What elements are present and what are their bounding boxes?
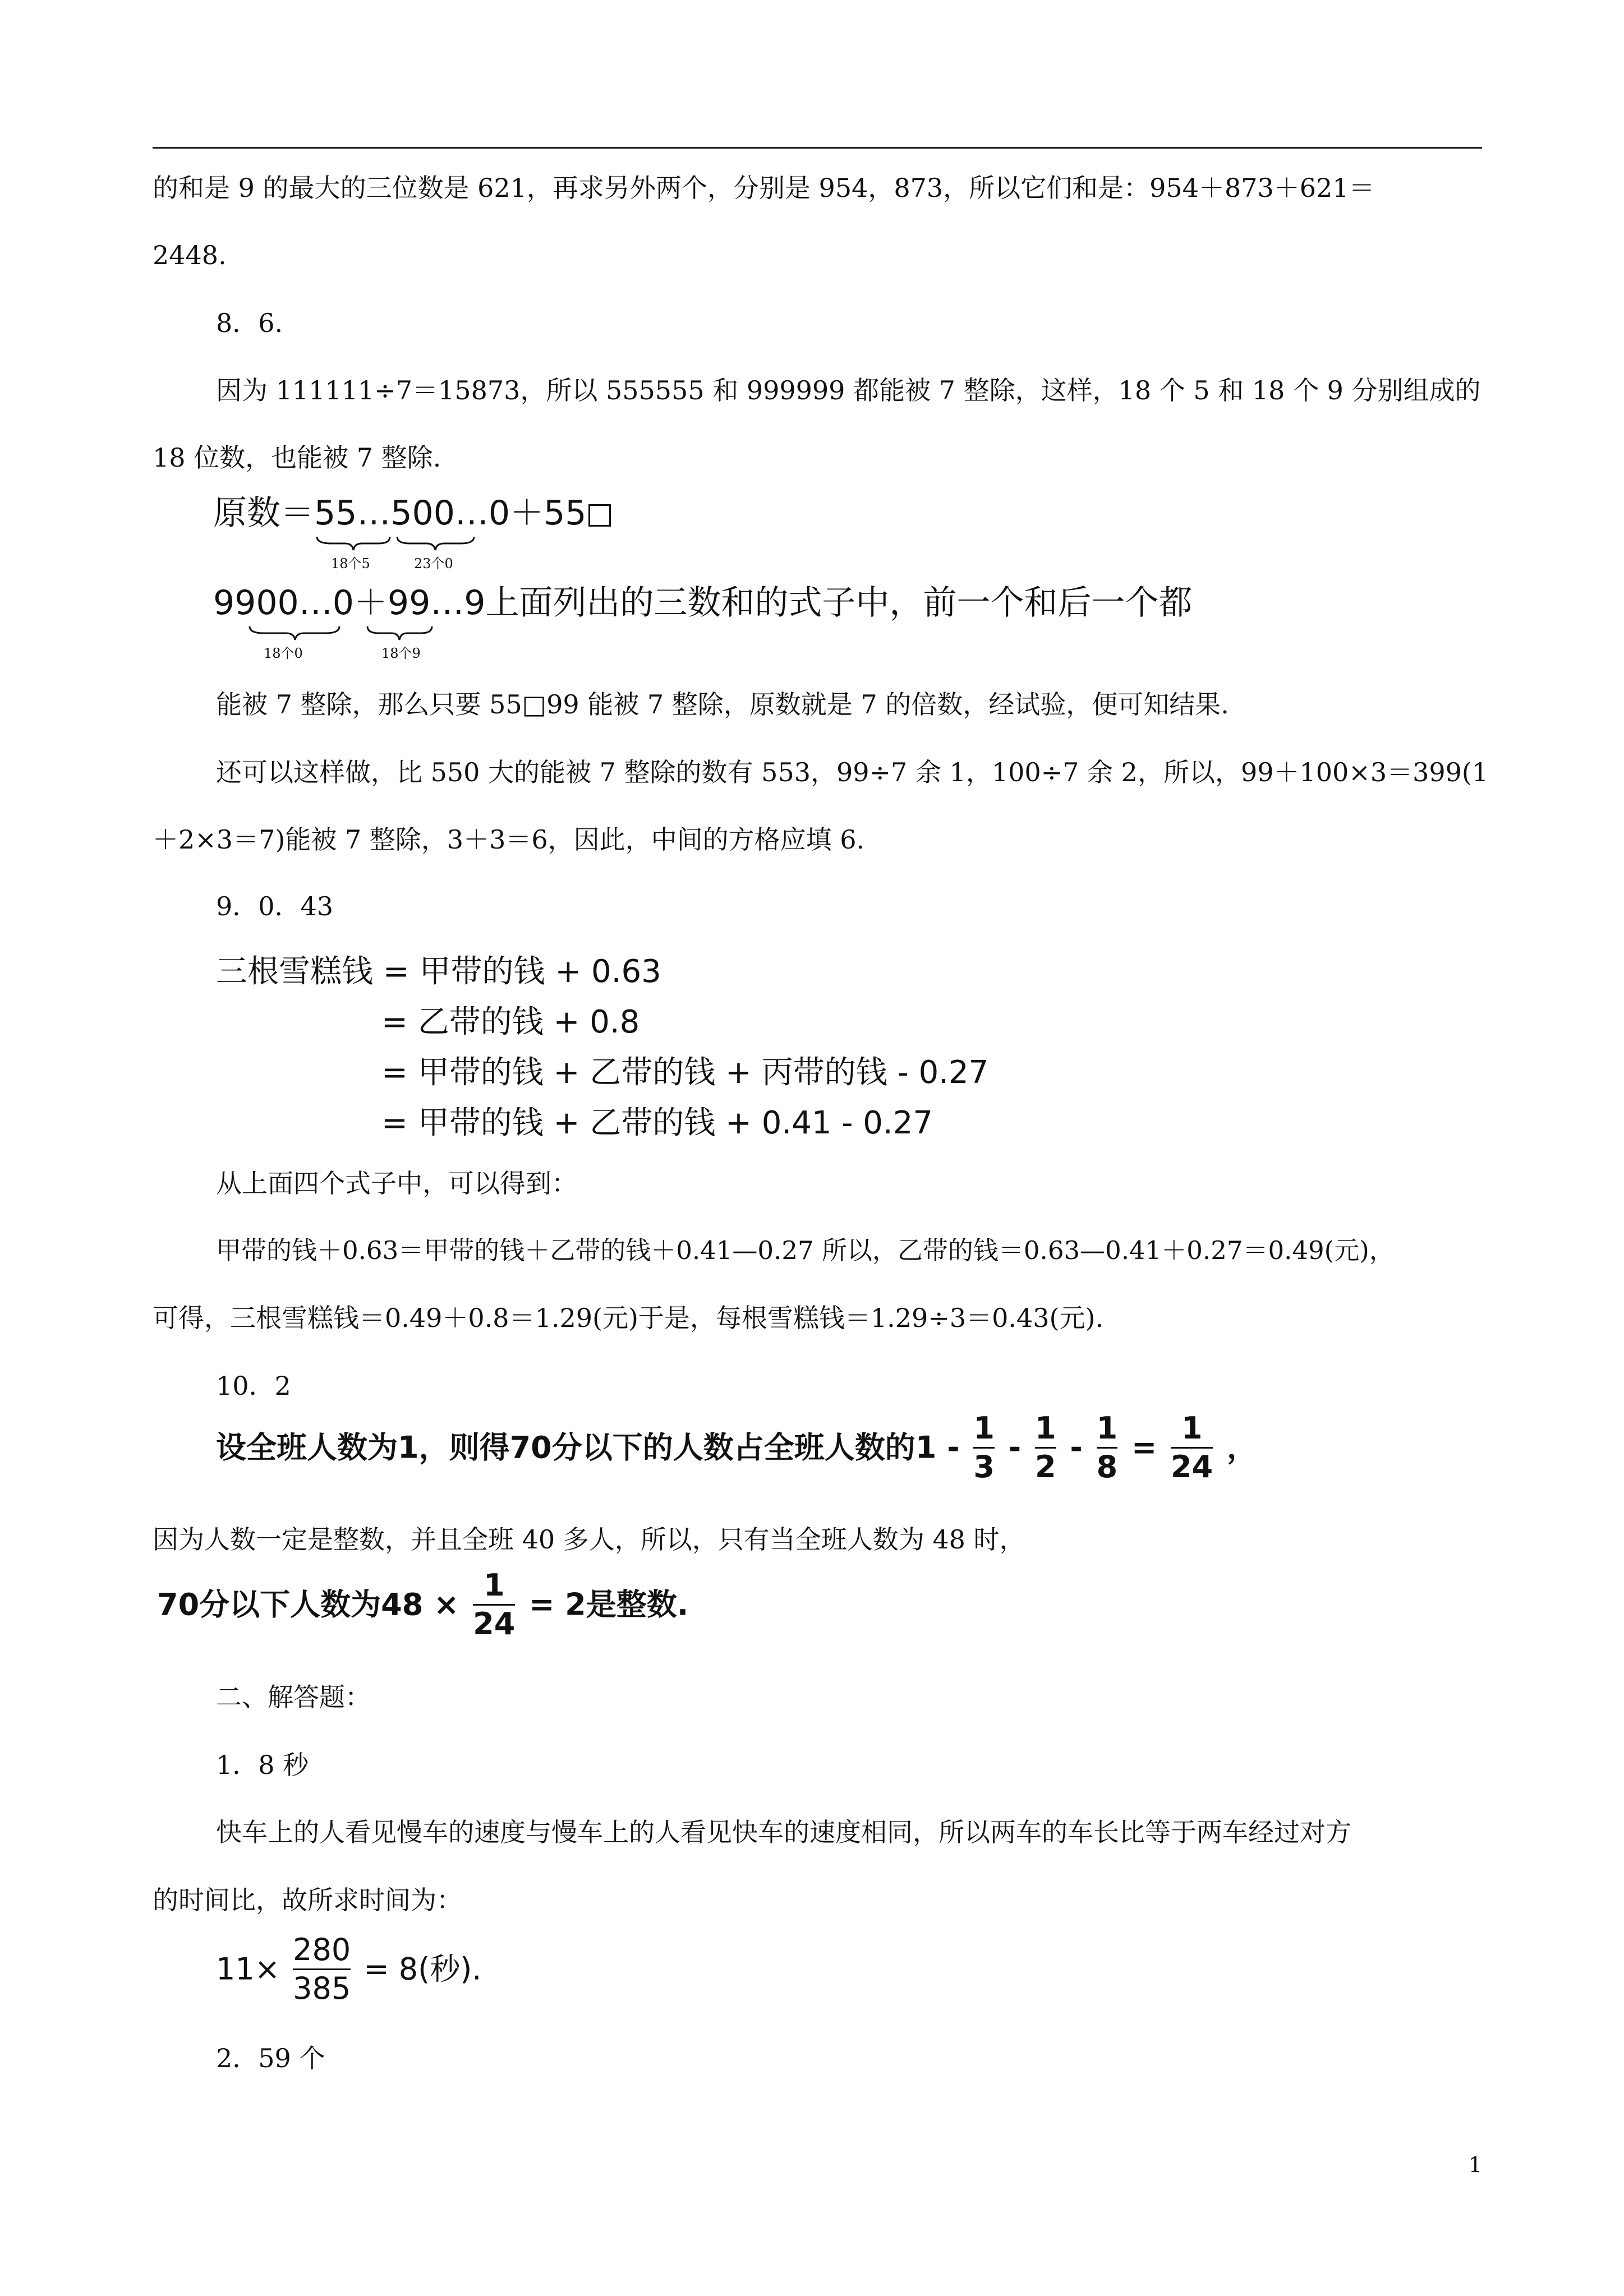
formula-line: = 甲带的钱 + 乙带的钱 + 丙带的钱 - 0.27 xyxy=(381,1054,989,1091)
formula-text: 70分以下人数为48 × xyxy=(157,1587,459,1622)
fraction xyxy=(473,1567,516,1642)
paragraph-line: 因为人数一定是整数，并且全班 40 多人，所以，只有当全班人数为 48 时， xyxy=(153,1524,1025,1555)
fraction-denominator: 2 xyxy=(1034,1449,1056,1484)
fraction-bar xyxy=(1035,1447,1056,1449)
fraction xyxy=(1034,1410,1056,1484)
blank-square-icon xyxy=(588,504,611,527)
answer-10: 10．2 xyxy=(216,1371,291,1401)
fraction-denominator: 385 xyxy=(293,1971,351,2006)
solution-1: 1．8 秒 xyxy=(216,1750,309,1780)
formula-fraction-below-70 xyxy=(216,1410,1257,1484)
fraction-numerator: 280 xyxy=(293,1932,351,1967)
fraction-denominator: 3 xyxy=(973,1449,995,1484)
formula-text: ， xyxy=(1227,1430,1257,1465)
paragraph-line: ＋2×3＝7)能被 7 整除，3＋3＝6，因此，中间的方格应填 6. xyxy=(153,824,865,855)
paragraph-line: 快车上的人看见慢车的速度与慢车上的人看见快车的速度相同，所以两车的车长比等于两车经过对方 xyxy=(216,1817,1351,1847)
formula-ice-cream-cost xyxy=(216,947,661,997)
formula-text: 0＋ xyxy=(332,583,388,623)
fraction-bar xyxy=(973,1447,995,1449)
formula-operator: - xyxy=(1070,1430,1083,1465)
formula-text: 500… xyxy=(390,494,489,533)
brace-label: 18个0 xyxy=(264,646,303,661)
formula-line: = 甲带的钱 + 乙带的钱 + 0.41 - 0.27 xyxy=(381,1105,933,1141)
underbrace-pair xyxy=(247,625,449,642)
fraction-numerator: 1 xyxy=(1096,1410,1118,1446)
formula-text: 9900… xyxy=(213,583,333,623)
formula-below-70-count xyxy=(157,1567,689,1642)
paragraph-line: 18 位数，也能被 7 整除. xyxy=(153,442,441,473)
solution-2: 2．59 个 xyxy=(216,2043,325,2073)
fraction-bar xyxy=(1171,1447,1213,1449)
answer-8: 8．6. xyxy=(216,308,283,338)
paragraph-line: 的时间比，故所求时间为： xyxy=(153,1885,462,1915)
formula-line: = 乙带的钱 + 0.8 xyxy=(381,1004,640,1040)
formula-sum-expression xyxy=(213,583,1192,623)
fraction-denominator: 24 xyxy=(473,1606,516,1642)
formula-operator: = xyxy=(1131,1430,1157,1465)
formula-operator: - xyxy=(1008,1430,1022,1465)
fraction-bar xyxy=(1097,1447,1118,1449)
formula-time xyxy=(216,1932,482,2006)
section-heading: 二、解答题： xyxy=(216,1682,371,1712)
paragraph-line: 可得，三根雪糕钱＝0.49＋0.8＝1.29(元)于是，每根雪糕钱＝1.29÷3＝0.43(元). xyxy=(153,1303,1104,1333)
formula-text: 99… xyxy=(387,583,464,623)
underbrace-pair xyxy=(314,536,482,552)
paragraph-line: 的和是 9 的最大的三位数是 621，再求另外两个，分别是 954，873，所以它们和是：954＋873＋621＝ xyxy=(153,173,1375,203)
fraction-bar xyxy=(473,1604,515,1606)
formula-text: = 8(秒). xyxy=(364,1951,482,1987)
formula-ice-cream-cost-cont xyxy=(381,997,988,1149)
paragraph-line: 还可以这样做，比 550 大的能被 7 整除的数有 553，99÷7 余 1，100÷7 余 2，所以，99＋100×3＝399(1 xyxy=(216,757,1489,787)
formula-line: 三根雪糕钱 = 甲带的钱 + 0.63 xyxy=(216,953,661,990)
paragraph-line: 甲带的钱＋0.63＝甲带的钱＋乙带的钱＋0.41—0.27 所以，乙带的钱＝0.63—0.41＋0.27＝0.49(元)， xyxy=(216,1235,1395,1265)
fraction xyxy=(1171,1410,1213,1484)
fraction-denominator: 8 xyxy=(1096,1449,1118,1484)
formula-text: 设全班人数为1，则得70分以下的人数占全班人数的1 - xyxy=(216,1430,960,1465)
page-number: 1 xyxy=(1468,2152,1482,2177)
fraction xyxy=(1096,1410,1118,1484)
fraction xyxy=(973,1410,995,1484)
brace-label: 18个9 xyxy=(381,646,421,661)
brace-label: 18个5 xyxy=(331,556,370,571)
paragraph-line: 2448. xyxy=(153,240,227,270)
formula-text: ＋55 xyxy=(510,494,587,533)
formula-text: 11× xyxy=(216,1951,280,1987)
formula-text: 55… xyxy=(314,494,391,533)
header-rule xyxy=(153,147,1482,149)
formula-text: 原数＝ xyxy=(213,494,314,533)
fraction-numerator: 1 xyxy=(1181,1410,1203,1446)
fraction xyxy=(293,1932,351,2006)
fraction-denominator: 24 xyxy=(1171,1449,1213,1484)
formula-text: = 2是整数. xyxy=(529,1587,689,1622)
formula-text: 9 xyxy=(464,583,486,623)
formula-original-number xyxy=(213,494,611,533)
paragraph-line: 因为 111111÷7＝15873，所以 555555 和 999999 都能被 7 整除，这样，18 个 5 和 18 个 9 分别组成的 xyxy=(216,375,1481,405)
formula-text: 0 xyxy=(488,494,510,533)
paragraph-line: 能被 7 整除，那么只要 55□99 能被 7 整除，原数就是 7 的倍数，经试验，便可知结果. xyxy=(216,689,1229,720)
answer-9: 9．0．43 xyxy=(216,891,334,921)
fraction-numerator: 1 xyxy=(1034,1410,1056,1446)
formula-text: 上面列出的三数和的式子中，前一个和后一个都 xyxy=(485,583,1193,623)
fraction-numerator: 1 xyxy=(973,1410,995,1446)
brace-label: 23个0 xyxy=(414,556,453,571)
fraction-numerator: 1 xyxy=(483,1567,505,1603)
fraction-bar xyxy=(293,1968,351,1970)
paragraph-line: 从上面四个式子中，可以得到： xyxy=(216,1168,577,1198)
